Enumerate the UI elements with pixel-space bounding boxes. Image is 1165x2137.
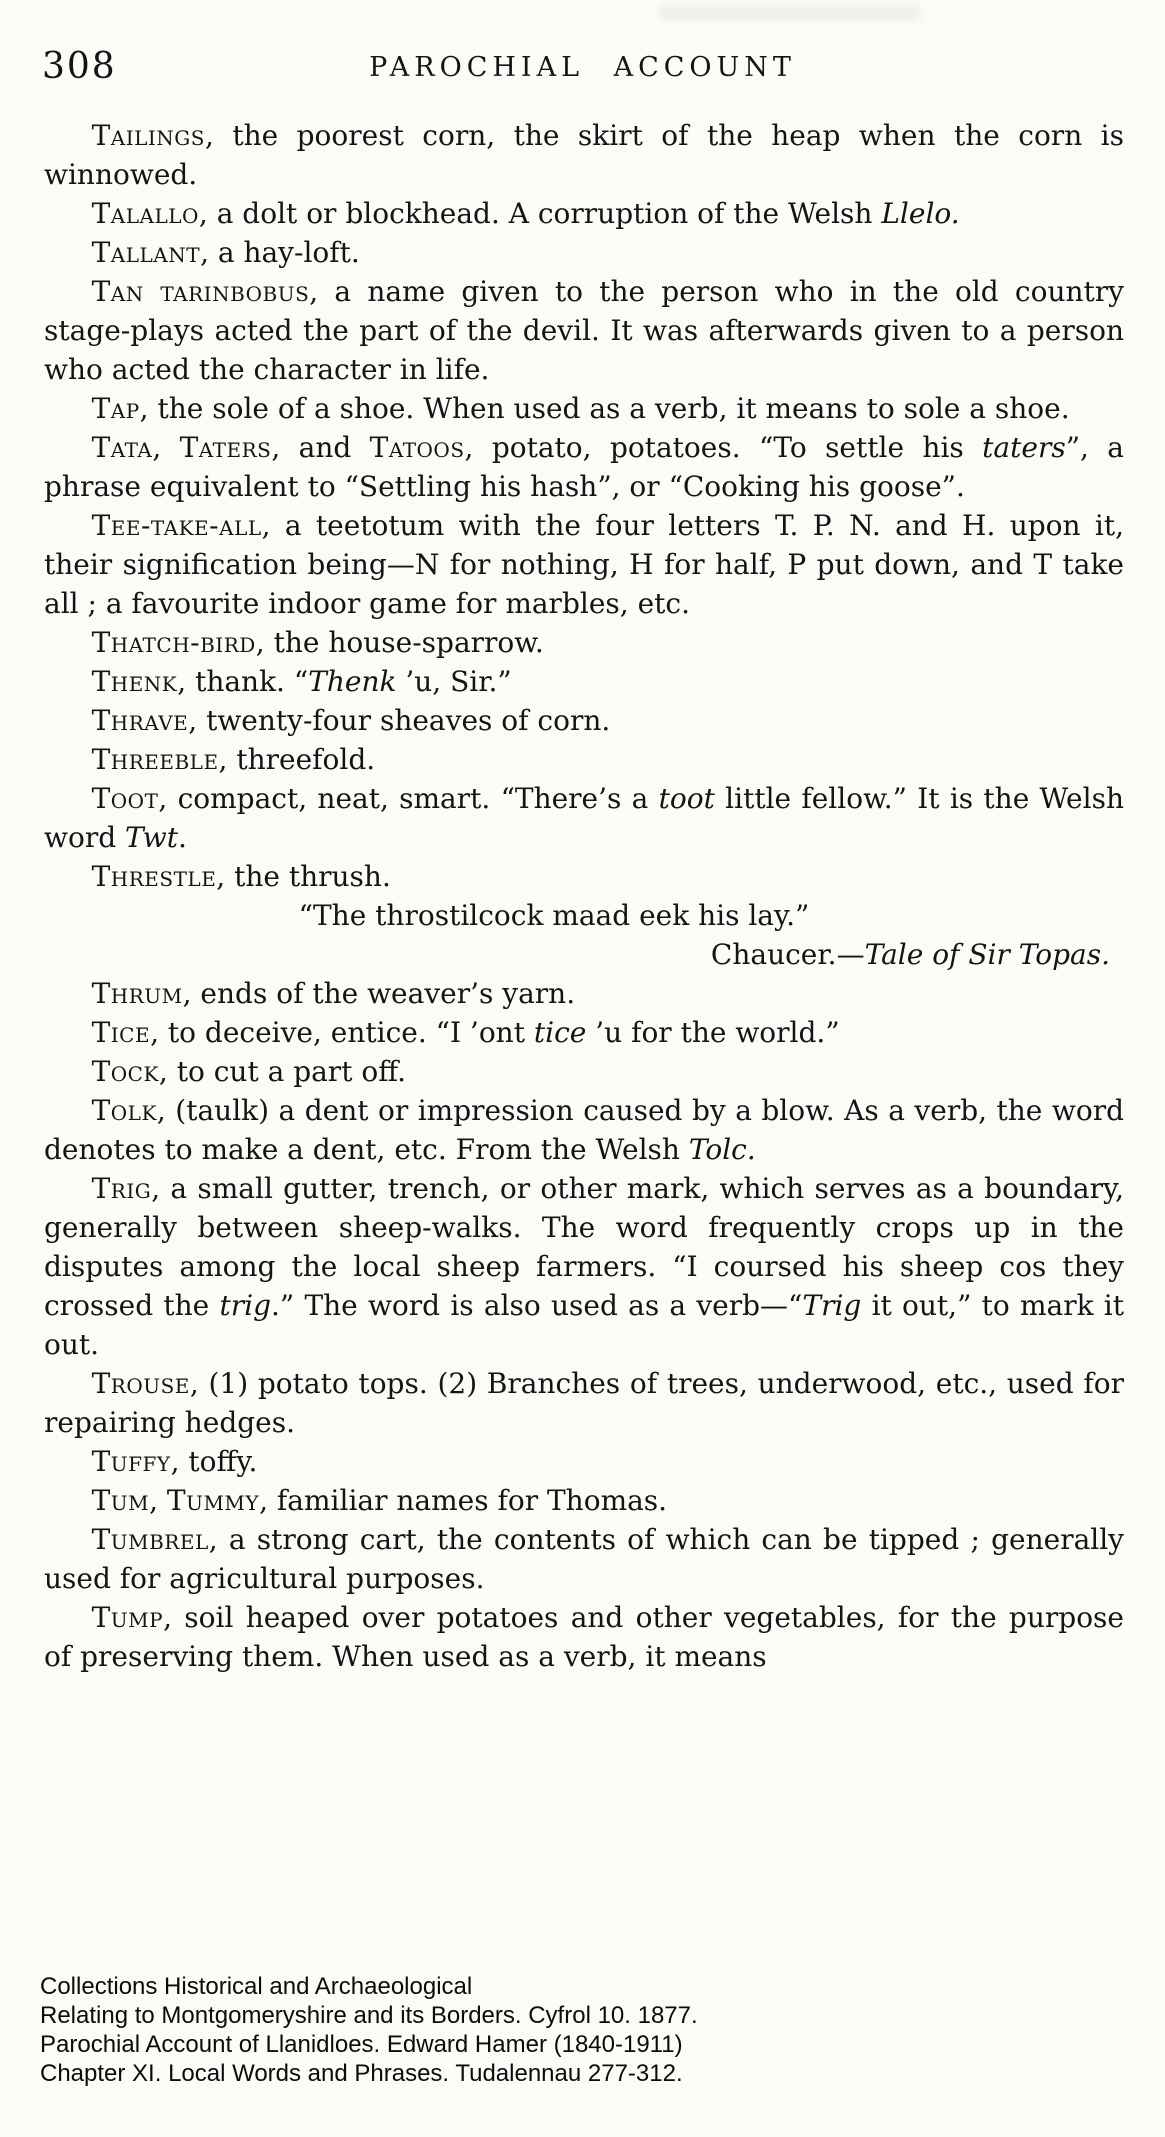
text-segment: trig [219,1289,271,1322]
text-segment: , a strong cart, the contents of which can be tipped ; generally used for agricultural purposes. [44,1523,1124,1595]
dictionary-entry [44,233,1124,272]
text-segment: , a small gutter, trench, or other mark, which serves as a boundary, generally between sheep-walks. The word frequently crops up in the disputes among the local sheep farmers. “I coursed his sheep cos they crossed the [44,1172,1124,1322]
dictionary-entry [44,389,1124,428]
headword: Threeble [91,743,219,776]
footer-line: Collections Historical and Archaeological [40,1973,473,2000]
text-segment: Twt [125,821,178,854]
text-segment: , (1) potato tops. (2) Branches of trees, underwood, etc., used for repairing hedges. [44,1367,1124,1439]
text-segment: ’u, Sir.” [396,665,512,698]
headword: Tum [91,1484,150,1517]
dictionary-entry [44,974,1124,1013]
text-segment: little fellow.” It is the Welsh word [44,782,1124,854]
running-title: PAROCHIAL ACCOUNT [369,52,796,83]
text-segment: , the sole of a shoe. When used as a verb, it means to sole a shoe. [139,392,1070,425]
text-segment: , a teetotum with the four letters T. P. N. and H. upon it, their signification being—N for nothing, H for half, P put down, and T take all ; a favourite indoor game for marbles, etc. [44,509,1124,620]
text-segment: ”, a phrase equivalent to “Settling his hash”, or “Cooking his goose”. [44,431,1124,503]
text-segment: , to deceive, entice. “I ’ont [150,1016,534,1049]
text-segment: , twenty-four sheaves of corn. [188,704,611,737]
headword: Thrave [91,704,189,737]
dictionary-entry [44,1364,1124,1442]
text-segment: ’u for the world.” [586,1016,840,1049]
text-segment: , a name given to the person who in the old country stage-plays acted the part of the devil. It was afterwards given to a person who acted the character in life. [44,275,1124,386]
text-segment: . [177,821,187,854]
footer-caption [40,1972,698,2088]
dictionary-entry [44,116,1124,194]
headword: Tailings [91,119,205,152]
headword: Taters [179,431,272,464]
dictionary-entry [44,1481,1124,1520]
text-segment: Tolc. [688,1133,756,1166]
headword: Trouse [91,1367,190,1400]
dictionary-entry [44,662,1124,701]
text-segment: .” The word is also used as a verb—“ [271,1289,803,1322]
quote-line [44,896,1124,935]
attribution-line [44,935,1124,974]
dictionary-entry [44,701,1124,740]
dictionary-entry [44,272,1124,389]
dictionary-entry [44,623,1124,662]
headword: Tallant [91,236,201,269]
text-segment: , to cut a part off. [158,1055,406,1088]
headword: Tuffy [91,1445,171,1478]
dictionary-entry [44,857,1124,896]
headword: Tolk [91,1094,157,1127]
headword: Tatoos [369,431,465,464]
text-segment: , the thrush. [216,860,391,893]
headword: Tap [91,392,140,425]
text-segment: Thenk [308,665,397,698]
headword: Tump [91,1601,164,1634]
text-segment: , potato, potatoes. “To settle his [464,431,983,464]
headword: Tee-take-all [91,509,262,542]
dictionary-entry [44,779,1124,857]
text-segment: Tale of Sir Topas. [864,938,1110,971]
text-segment: Trig [802,1289,862,1322]
headword: Tock [91,1055,159,1088]
headword: Thenk [91,665,178,698]
headword: Toot [91,782,159,815]
headword: Tumbrel [91,1523,209,1556]
text-segment: , threefold. [218,743,376,776]
text-segment: Chaucer.— [710,938,865,971]
headword: Thrum [91,977,183,1010]
text-segment: , and [271,431,370,464]
text-segment: tice [533,1016,587,1049]
text-segment: , the house-sparrow. [255,626,544,659]
text-segment: Llelo. [881,197,960,230]
text-segment: it out,” to mark it out. [44,1289,1124,1361]
text-segment: , soil heaped over potatoes and other vegetables, for the purpose of preserving them. When used as a verb, it means [44,1601,1124,1673]
footer-line: Parochial Account of Llanidloes. Edward Hamer (1840-1911) [40,2031,683,2058]
dictionary-entry [44,428,1124,506]
dictionary-entry [44,1091,1124,1169]
headword: Tice [91,1016,151,1049]
text-segment: , compact, neat, smart. “There’s a [158,782,659,815]
text-segment: , thank. “ [177,665,309,698]
text-segment: toot [658,782,715,815]
dictionary-entry [44,1052,1124,1091]
headword: Tata [91,431,153,464]
text-segment: , a hay-loft. [200,236,360,269]
dictionary-entry [44,1013,1124,1052]
dictionary-entry [44,740,1124,779]
text-segment: , ends of the weaver’s yarn. [182,977,576,1010]
headword: Threstle [91,860,217,893]
headword: Talallo [91,197,199,230]
text-segment: , a dolt or blockhead. A corruption of the Welsh [198,197,882,230]
scan-artifact [660,6,920,20]
dictionary-entry [44,506,1124,623]
footer-line: Relating to Montgomeryshire and its Borders. Cyfrol 10. 1877. [40,2002,698,2029]
dictionary-entry [44,194,1124,233]
text-segment: taters [982,431,1066,464]
dictionary-entry [44,1442,1124,1481]
headword: Trig [91,1172,152,1205]
text-segment: , [149,1484,167,1517]
page-number: 308 [42,46,117,87]
footer-line: Chapter XI. Local Words and Phrases. Tudalennau 277-312. [40,2060,683,2087]
text-segment: , (taulk) a dent or impression caused by a blow. As a verb, the word denotes to make a dent, etc. From the Welsh [44,1094,1124,1166]
dictionary-entry [44,1169,1124,1364]
text-segment: , toffy. [170,1445,258,1478]
text-segment: , the poorest corn, the skirt of the heap when the corn is winnowed. [44,119,1124,191]
headword: Tummy [166,1484,260,1517]
dictionary-entry [44,1520,1124,1598]
headword: Tan tarinbobus [91,275,310,308]
text-segment: , [152,431,180,464]
page-header [0,44,1165,104]
text-segment: , familiar names for Thomas. [259,1484,668,1517]
dictionary-entry [44,1598,1124,1676]
page-body [44,116,1124,1676]
headword: Thatch-bird [91,626,256,659]
text-segment: “The throstilcock maad eek his lay.” [298,899,810,932]
